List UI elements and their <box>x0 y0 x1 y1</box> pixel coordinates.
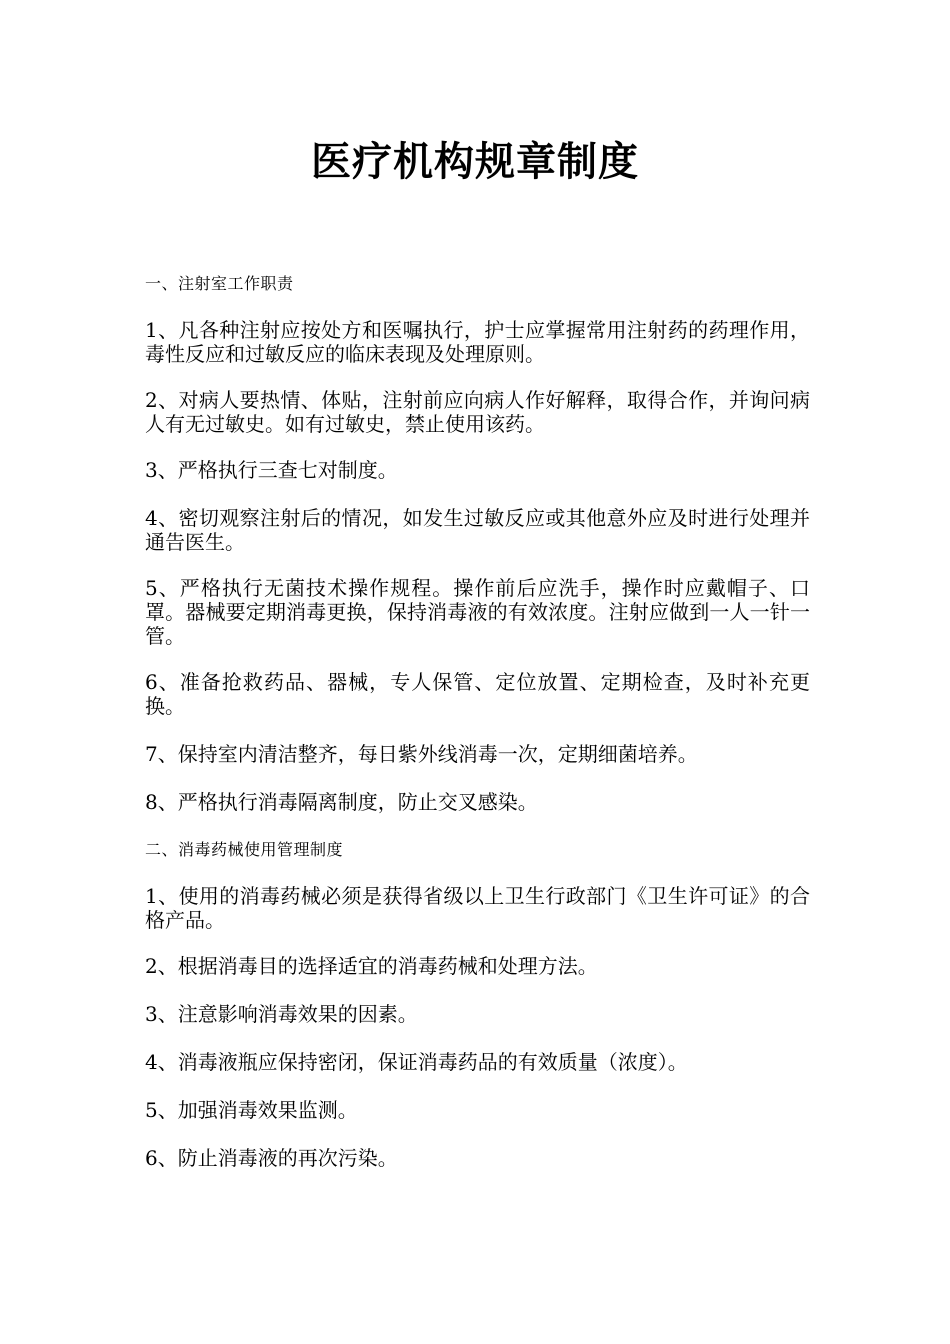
list-item: 3、严格执行三查七对制度。 <box>145 458 398 482</box>
list-item: 4、密切观察注射后的情况，如发生过敏反应或其他意外应及时进行处理并通告医生。 <box>145 506 810 554</box>
document-title: 医疗机构规章制度 <box>311 138 639 185</box>
list-item: 6、防止消毒液的再次污染。 <box>145 1146 398 1170</box>
list-item: 3、注意影响消毒效果的因素。 <box>145 1002 418 1026</box>
list-item: 2、根据消毒目的选择适宜的消毒药械和处理方法。 <box>145 954 598 978</box>
list-item: 7、保持室内清洁整齐，每日紫外线消毒一次，定期细菌培养。 <box>145 742 698 766</box>
list-item: 1、使用的消毒药械必须是获得省级以上卫生行政部门《卫生许可证》的合格产品。 <box>145 884 810 932</box>
list-item: 6、准备抢救药品、器械，专人保管、定位放置、定期检查，及时补充更换。 <box>145 670 810 718</box>
list-item: 8、严格执行消毒隔离制度，防止交叉感染。 <box>145 790 538 814</box>
list-item: 1、凡各种注射应按处方和医嘱执行，护士应掌握常用注射药的药理作用，毒性反应和过敏反应的临床表现及处理原则。 <box>145 318 810 366</box>
list-item: 5、加强消毒效果监测。 <box>145 1098 358 1122</box>
section-heading: 二、消毒药械使用管理制度 <box>145 840 344 859</box>
list-item: 2、对病人要热情、体贴，注射前应向病人作好解释，取得合作，并询问病人有无过敏史。如有过敏史，禁止使用该药。 <box>145 388 810 436</box>
list-item: 4、消毒液瓶应保持密闭，保证消毒药品的有效质量（浓度）。 <box>145 1050 688 1074</box>
list-item: 5、严格执行无菌技术操作规程。操作前后应洗手，操作时应戴帽子、口罩。器械要定期消毒更换，保持消毒液的有效浓度。注射应做到一人一针一管。 <box>145 576 810 648</box>
section-heading: 一、注射室工作职责 <box>145 274 294 293</box>
document-body <box>145 272 810 1170</box>
